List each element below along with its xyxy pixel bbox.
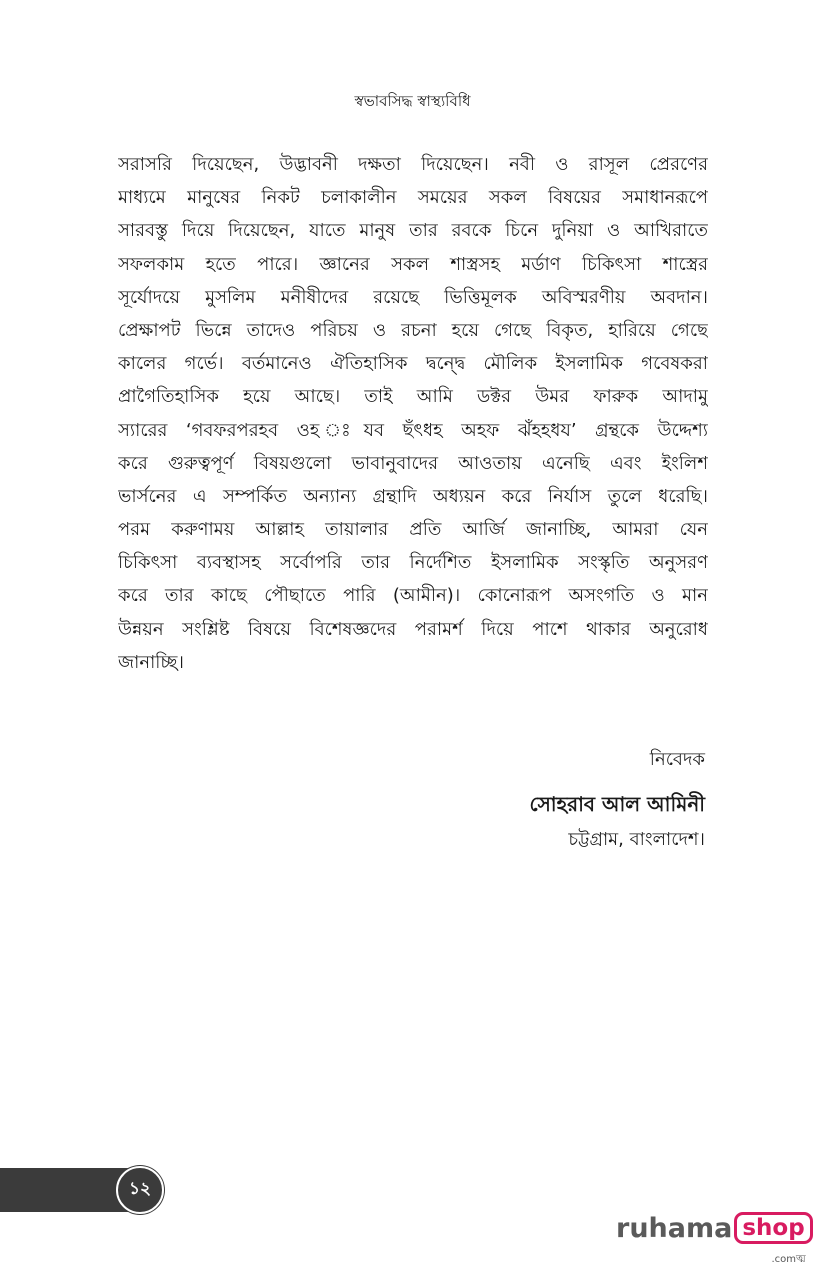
text-line: সারবস্তু দিয়ে দিয়েছেন, যাতে মানুষ তার রবকে চিনে দুনিয়া ও আখিরাতে: [118, 220, 708, 242]
body-paragraph: [118, 148, 708, 679]
text-line: প্রাগৈতিহাসিক হয়ে আছে। তাই আমি ডক্টর উমর ফারুক আদামু: [118, 386, 708, 408]
text-line: করে তার কাছে পৌছাতে পারি (আমীন)। কোনোরূপ অসংগতি ও মান: [118, 585, 708, 607]
brand-logo-text: ruhama: [616, 1213, 733, 1244]
text-line: উন্নয়ন সংশ্লিষ্ট বিষয়ে বিশেষজ্ঞদের পরামর্শ দিয়ে পাশে থাকার অনুরোধ: [118, 618, 708, 640]
text-line: সূর্যোদয়ে মুসলিম মনীষীদের রয়েছে ভিত্তিমূলক অবিস্মরণীয় অবদান।: [118, 286, 708, 308]
page-number: ১২: [116, 1166, 164, 1214]
text-line: প্রেক্ষাপট ভিন্নে তাদেও পরিচয় ও রচনা হয়ে গেছে বিকৃত, হারিয়ে গেছে: [118, 319, 708, 341]
brand-logo-shop-text: shop: [742, 1215, 805, 1241]
signature-label: নিবেদক: [649, 749, 705, 770]
text-line: স্যারের ‘গবফরপরহব ওহ ঃযব ছঁৎধহ অহফ ঝঁহহধয’ গ্রন্থকে উদ্দেশ্য: [118, 419, 708, 441]
text-line: কালের গর্ভে। বর্তমানেও ঐতিহাসিক দ্বন্দ্বে মৌলিক ইসলামিক গবেষকরা: [118, 353, 708, 375]
brand-logo-shop: [734, 1212, 812, 1265]
text-line: পরম করুণাময় আল্লাহ তায়ালার প্রতি আর্জি জানাচ্ছি, আমরা যেন: [118, 519, 708, 541]
signature-place: চট্টগ্রাম, বাংলাদেশ।: [568, 829, 705, 850]
running-header: স্বভাবসিদ্ধ স্বাস্থ্যবিধি: [354, 92, 471, 110]
text-line: ভার্সনের এ সম্পর্কিত অন্যান্য গ্রন্থাদি অধ্যয়ন করে নির্যাস তুলে ধরেছি।: [118, 485, 708, 507]
text-line: জানাচ্ছি।: [118, 651, 184, 673]
text-line: মাধ্যমে মানুষের নিকট চলাকালীন সময়ের সকল বিষয়ের সমাধানরূপে: [118, 187, 708, 209]
signature-name: সোহরাব আল আমিনী: [529, 792, 705, 816]
brand-logo: [616, 1212, 813, 1265]
text-line: চিকিৎসা ব্যবস্থাসহ সর্বোপরি তার নির্দেশিত ইসলামিক সংস্কৃতি অনুসরণ: [118, 552, 708, 574]
text-line: সরাসরি দিয়েছেন, উদ্ভাবনী দক্ষতা দিয়েছেন। নবী ও রাসূল প্রেরণের: [118, 154, 708, 175]
brand-logo-domain: .comত্ম: [771, 1254, 806, 1265]
text-line: সফলকাম হতে পারে। জ্ঞানের সকল শাস্ত্রসহ মর্ডাণ চিকিৎসা শাস্ত্রের: [118, 253, 708, 275]
text-line: করে গুরুত্বপূর্ণ বিষয়গুলো ভাবানুবাদের আওতায় এনেছি এবং ইংলিশ: [118, 452, 708, 474]
